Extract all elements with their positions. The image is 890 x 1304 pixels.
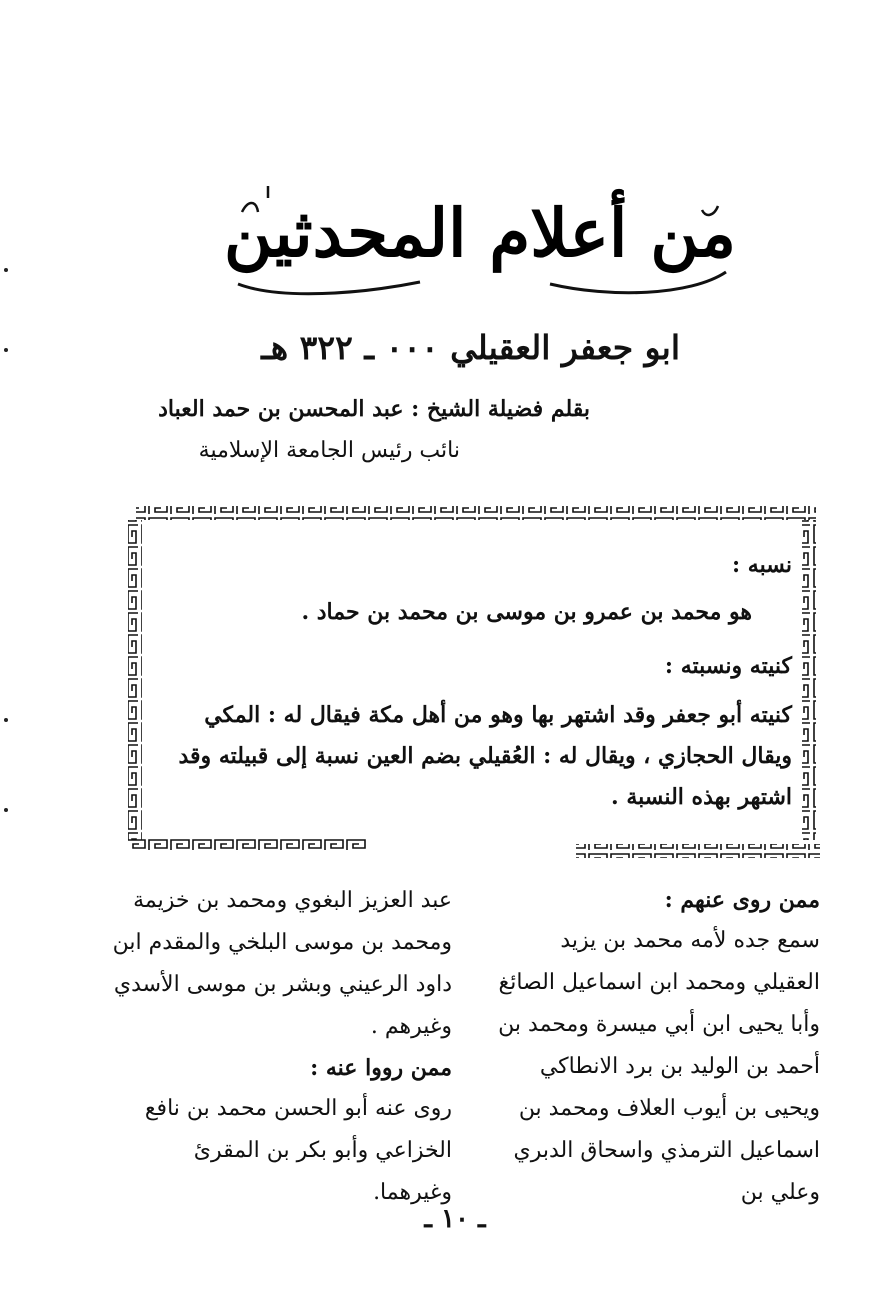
- right-column: [490, 880, 820, 1214]
- scan-speck: [4, 268, 8, 272]
- box-content: [152, 552, 792, 818]
- scan-speck: [4, 348, 8, 352]
- scan-speck: [4, 808, 8, 812]
- calligraphy-ornament: [220, 172, 740, 302]
- left-column: [112, 880, 452, 1214]
- author-affiliation: نائب رئيس الجامعة الإسلامية: [198, 438, 460, 463]
- framed-box: [126, 502, 826, 858]
- kunya-heading: كنيته ونسبته :: [664, 653, 792, 679]
- kunya-text: كنيته أبو جعفر وقد اشتهر بها وهو من أهل مكة فيقال له : المكي ويقال الحجازي ، ويقال له : العُقيلي بضم العين نسبة إلى قبيلته وقد اشتهر بهذه النسبة .: [178, 702, 792, 810]
- narrators-from-heading: ممن روى عنهم :: [664, 887, 820, 913]
- scan-speck: [4, 718, 8, 722]
- article-subtitle: ابو جعفر العقيلي ٠٠٠ ـ ٣٢٢ هـ: [261, 328, 680, 367]
- narrators-to-text: روى عنه أبو الحسن محمد بن نافع الخزاعي وأبو بكر بن المقرئ وغيرهما.: [144, 1096, 452, 1205]
- page-number: ـ ١٠ ـ: [424, 1204, 486, 1234]
- narrators-from-continuation: عبد العزيز البغوي ومحمد بن خزيمة ومحمد بن موسى البلخي والمقدم ابن داود الرعيني وبشر بن موسى الأسدي وغيرهم .: [112, 888, 452, 1039]
- nasab-text: هو محمد بن عمرو بن موسى بن محمد بن حماد .: [301, 599, 752, 625]
- banner-text: من أعلام المحدثين: [224, 194, 736, 272]
- narrators-from-text: سمع جده لأمه محمد بن يزيد العقيلي ومحمد ابن اسماعيل الصائغ وأبا يحيى ابن أبي ميسرة ومحمد بن أحمد بن الوليد بن برد الانطاكي ويحيى بن أيوب العلاف ومحمد بن اسماعيل الترمذي واسحاق الدبري وعلي بن: [498, 928, 820, 1205]
- narrators-to-heading: ممن رووا عنه :: [310, 1055, 452, 1081]
- calligraphy-banner: [220, 172, 740, 302]
- nasab-heading: نسبه :: [732, 552, 792, 578]
- author-line: بقلم فضيلة الشيخ : عبد المحسن بن حمد العباد: [158, 396, 590, 422]
